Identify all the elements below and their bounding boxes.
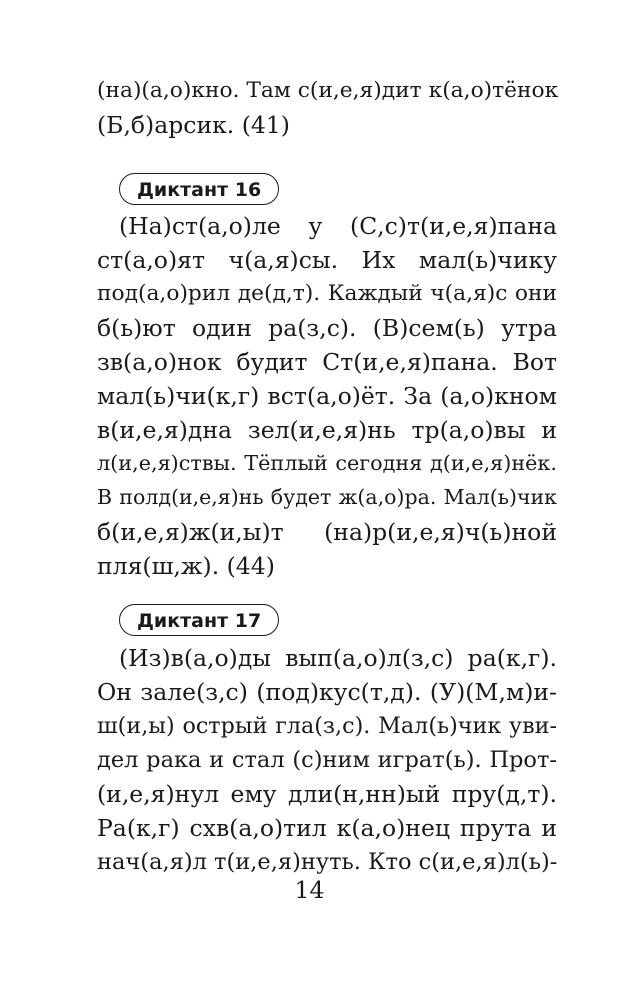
text-line: В полд(и,е,я)нь будет ж(а,о)ра. Мал(ь)чик xyxy=(97,485,557,509)
text-line: б(и,е,я)ж(и,ы)т (на)р(и,е,я)ч(ь)ной xyxy=(97,518,557,546)
text-line: л(и,е,я)ствы. Тёплый сегодня д(и,е,я)нёк. xyxy=(97,451,557,475)
text-line: (Из)в(а,о)ды вып(а,о)л(з,с) ра(к,г). xyxy=(119,644,557,672)
text-line: ст(а,о)ят ч(а,я)сы. Их мал(ь)чику xyxy=(97,246,557,274)
text-line: дел рака и стал (с)ним играт(ь). Прот- xyxy=(97,747,557,773)
text-line: в(и,е,я)дна зел(и,е,я)нь тр(а,о)вы и xyxy=(97,416,557,444)
text-line: Он зале(з,с) (под)кус(т,д). (У)(М,м)и- xyxy=(97,678,557,706)
text-line: (На)ст(а,о)ле у (С,с)т(и,е,я)пана xyxy=(119,212,557,240)
text-line: зв(а,о)нок будит Ст(и,е,я)пана. Вот xyxy=(97,348,557,376)
dictation-16-label: Диктант 16 xyxy=(119,173,279,205)
text-line: (на)(а,о)кно. Там с(и,е,я)дит к(а,о)тёнок xyxy=(97,78,559,103)
text-line: пля(ш,ж). (44) xyxy=(97,552,275,580)
dictation-17-label: Диктант 17 xyxy=(119,604,279,636)
text-line: Ра(к,г) схв(а,о)тил к(а,о)нец прута и xyxy=(97,814,557,842)
text-line: б(ь)ют один ра(з,с). (В)сем(ь) утра xyxy=(97,314,557,342)
text-line: ш(и,ы) острый гла(з,с). Мал(ь)чик уви- xyxy=(97,713,557,739)
text-line: (и,е,я)нул ему дли(н,нн)ый пру(д,т). xyxy=(97,780,557,808)
text-line: нач(а,я)л т(и,е,я)нуть. Кто с(и,е,я)л(ь)- xyxy=(97,849,558,875)
text-line: (Б,б)арсик. (41) xyxy=(97,111,290,139)
text-line: под(а,о)рил де(д,т). Каждый ч(а,я)с они xyxy=(97,281,557,306)
text-line: мал(ь)чи(к,г) вст(а,о)ёт. За (а,о)кном xyxy=(97,382,557,410)
page-number: 14 xyxy=(294,876,325,904)
